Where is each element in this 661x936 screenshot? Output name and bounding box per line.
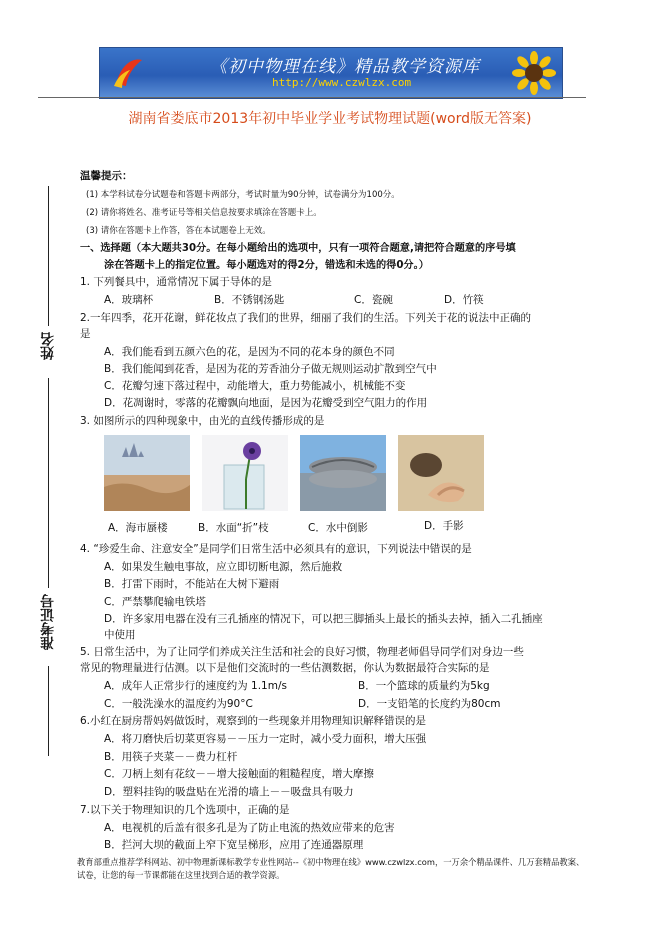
- q3-option-a: A．海市蜃楼: [108, 522, 168, 534]
- question-5-stem-cont: 常见的物理量进行估测。以下是他们交流时的一些估测数据，你认为数据最符合实际的是: [80, 662, 490, 674]
- q6-option-b: B．用筷子夹菜－－费力杠杆: [104, 751, 238, 763]
- q4-option-b: B．打雷下雨时，不能站在大树下避雨: [104, 578, 280, 590]
- q7-option-a: A．电视机的后盖有很多孔是为了防止电流的热效应带来的危害: [104, 822, 395, 834]
- banner-title: 《初中物理在线》精品教学资源库: [210, 57, 480, 77]
- q2-option-b: B．我们能闻到花香，是因为花的芳香油分子做无规则运动扩散到空气中: [104, 363, 437, 375]
- binding-line-middle: [48, 378, 49, 588]
- name-label: 姓名: [40, 332, 56, 360]
- question-1-stem: 1. 下列餐具中，通常情况下属于导体的是: [80, 276, 272, 288]
- q5-option-b: B．一个篮球的质量约为5kg: [358, 680, 490, 692]
- section-heading-cont: 涂在答题卡上的指定位置。每小题选对的得2分，错选和未选的得0分。）: [104, 260, 429, 271]
- header-banner: [99, 47, 563, 99]
- q4-option-a: A．如果发生触电事故，应立即切断电源，然后施救: [104, 561, 343, 573]
- question-3-stem: 3. 如图所示的四种现象中，由光的直线传播形成的是: [80, 415, 325, 427]
- q2-option-c: C．花瓣匀速下落过程中，动能增大，重力势能减小，机械能不变: [104, 380, 406, 392]
- hand-shadow-image: [398, 435, 484, 511]
- q1-option-b: B．不锈钢汤匙: [214, 294, 285, 306]
- question-7-stem: 7.以下关于物理知识的几个选项中，正确的是: [80, 804, 290, 816]
- question-2-stem-cont: 是: [80, 328, 91, 340]
- binding-line-bottom: [48, 666, 49, 756]
- q2-option-d: D．花凋谢时，零落的花瓣飘向地面，是因为花瓣受到空气阻力的作用: [104, 397, 428, 409]
- q4-option-c: C．严禁攀爬输电铁塔: [104, 596, 206, 608]
- q4-option-d-cont: 中使用: [104, 629, 136, 641]
- bent-stem-image: [202, 435, 288, 511]
- q2-option-a: A．我们能看到五颜六色的花，是因为不同的花本身的颜色不同: [104, 346, 395, 358]
- section-heading: 一、选择题（本大题共30分。在每小题给出的选项中，只有一项符合题意,请把符合题意的序号填: [80, 243, 516, 254]
- question-2-stem: 2.一年四季，花开花谢，鲜花妆点了我们的世界，细丽了我们的生活。下列关于花的说法中正确的: [80, 312, 532, 324]
- tips-heading: 温馨提示：: [80, 170, 133, 182]
- q6-option-c: C．刀柄上刻有花纹－－增大接触面的粗糙程度，增大摩擦: [104, 768, 374, 780]
- q1-option-d: D．竹筷: [444, 294, 484, 306]
- mirage-image: [104, 435, 190, 511]
- q7-option-b: B．拦河大坝的截面上窄下宽呈梯形，应用了连通器原理: [104, 839, 364, 851]
- q3-option-b: B．水面“折”枝: [198, 522, 269, 534]
- q5-option-a: A．成年人正常步行的速度约为 1.1m/s: [104, 680, 287, 692]
- q5-option-d: D．一支铅笔的长度约为80cm: [358, 698, 501, 710]
- question-6-stem: 6.小红在厨房帮妈妈做饭时，观察到的一些现象并用物理知识解释错误的是: [80, 715, 427, 727]
- water-reflection-image: [300, 435, 386, 511]
- tips-item: (3) 请你在答题卡上作答，答在本试题卷上无效。: [86, 226, 271, 236]
- q6-option-d: D．塑料挂钩的吸盘贴在光滑的墙上－－吸盘具有吸力: [104, 786, 354, 798]
- q3-option-c: C．水中倒影: [308, 522, 368, 534]
- q1-option-a: A．玻璃杯: [104, 294, 154, 306]
- question-5-stem: 5. 日常生活中，为了让同学们养成关注生活和社会的良好习惯，物理老师倡导同学们对身边一些: [80, 646, 524, 658]
- q5-option-c: C．一般洗澡水的温度约为90°C: [104, 698, 253, 710]
- q1-option-c: C．瓷碗: [354, 294, 393, 306]
- question-4-stem: 4. “珍爱生命、注意安全”是同学们日常生活中必须具有的意识，下列说法中错误的是: [80, 543, 472, 555]
- sunflower-icon: [512, 51, 556, 95]
- q6-option-a: A．将刀磨快后切菜更容易－－压力一定时，减小受力面积，增大压强: [104, 733, 427, 745]
- header-rule: [38, 97, 586, 98]
- tips-item: (1) 本学科试卷分试题卷和答题卡两部分，考试时量为90分钟，试卷满分为100分。: [86, 190, 400, 200]
- q3-option-d: D．手影: [424, 520, 464, 532]
- binding-line-top: [48, 186, 49, 326]
- q4-option-d: D．许多家用电器在没有三孔插座的情况下，可以把三脚插头上最长的插头去掉，插入二孔插座: [104, 613, 543, 625]
- exam-number-label: 准考证号: [40, 594, 56, 650]
- document-title: 湖南省娄底市2013年初中毕业学业考试物理试题(word版无答案): [128, 111, 532, 127]
- tips-item: (2) 请你将姓名、准考证号等相关信息按要求填涂在答题卡上。: [86, 208, 322, 218]
- banner-url: http://www.czwlzx.com: [272, 76, 412, 89]
- site-logo-icon: [108, 52, 148, 92]
- footer-note: 教育部重点推荐学科网站、初中物理新课标教学专业性网站--《初中物理在线》www.czwlzx.com，一万余个精品课件、几万套精品教案、试卷，让您的每一节课都能在这里找到合适的教学资源。: [77, 857, 585, 880]
